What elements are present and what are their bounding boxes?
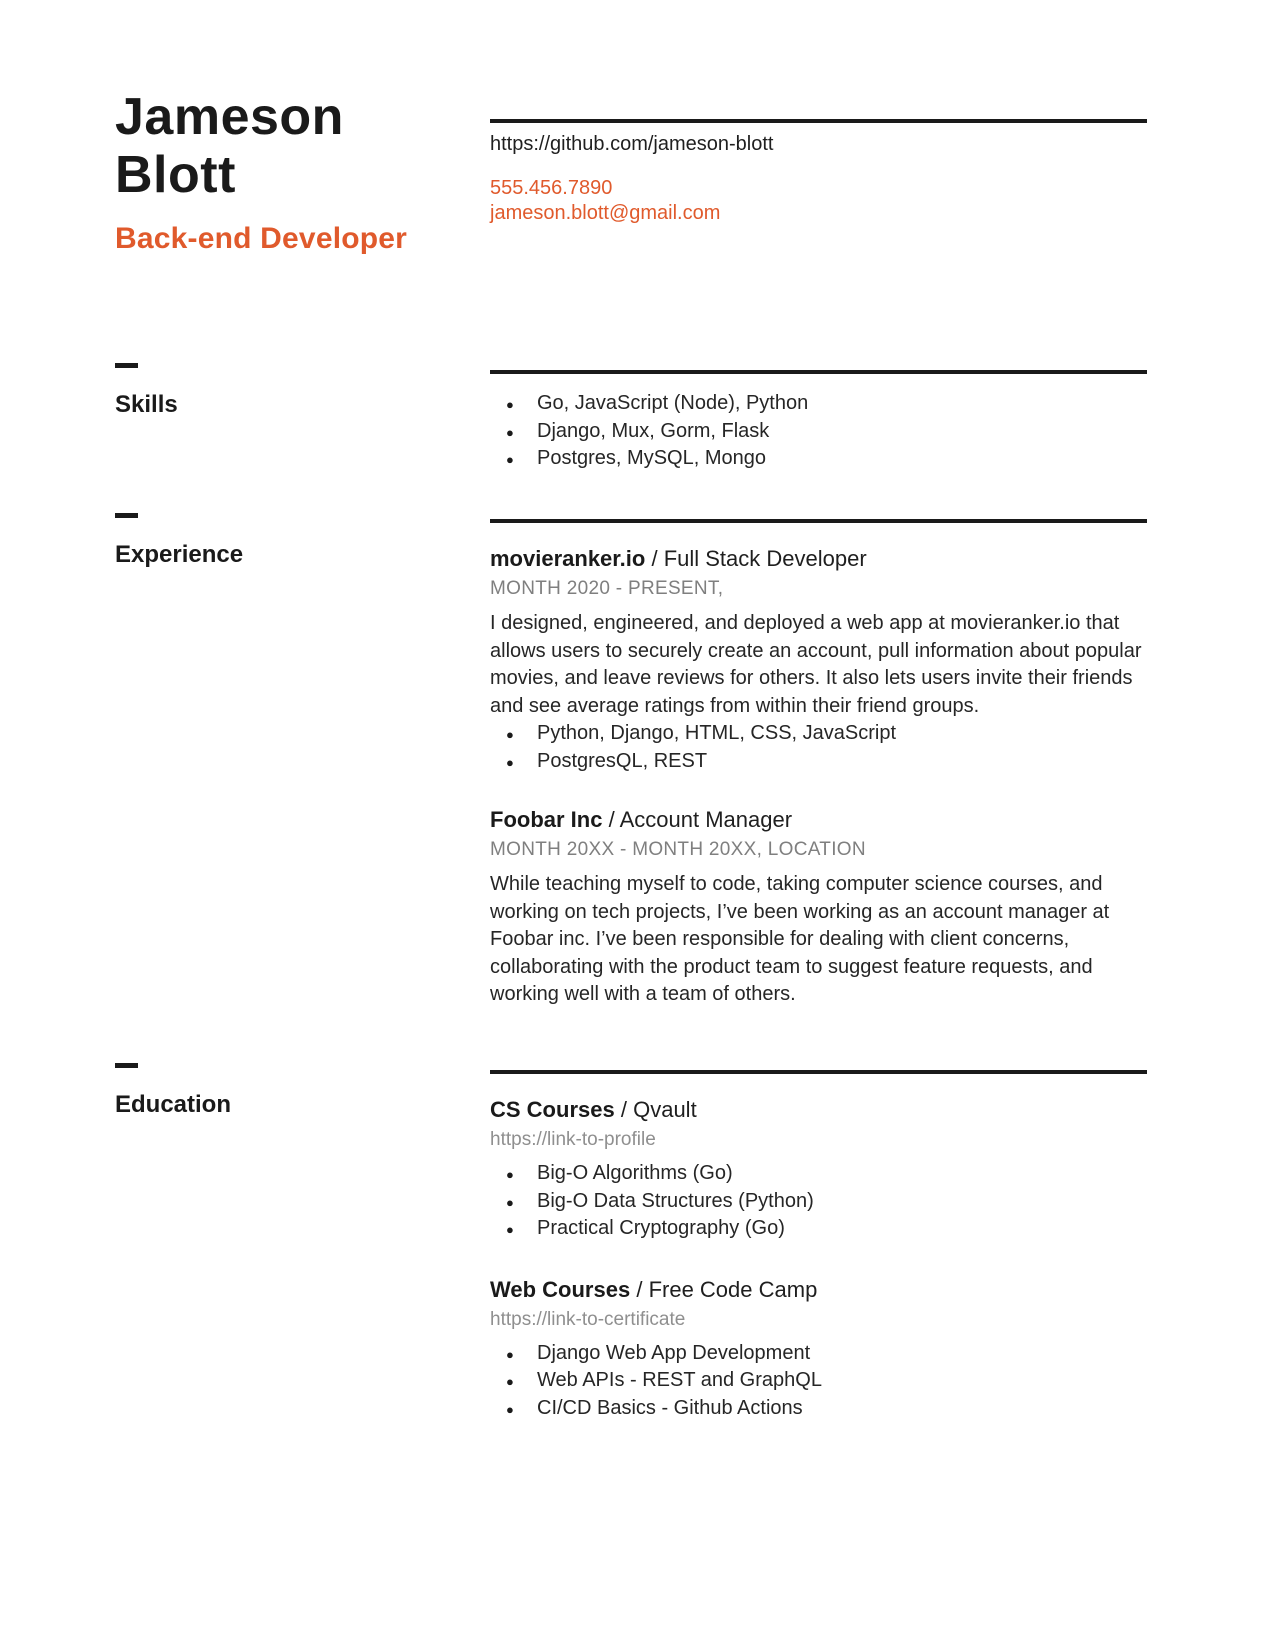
job-title [490, 805, 1147, 835]
candidate-name [115, 88, 475, 204]
github-link[interactable]: https://github.com/jameson-blott [490, 133, 774, 155]
job-skill-item: ● Python, Django, HTML, CSS, JavaScript [490, 720, 1147, 748]
skill-item: ● Django, Mux, Gorm, Flask [490, 418, 1147, 446]
section-rule [490, 370, 1147, 374]
professional-title: Back-end Developer [115, 222, 408, 255]
title-separator: / [636, 1276, 643, 1302]
job-role: Account Manager [619, 807, 793, 832]
section-dash [115, 1063, 138, 1068]
email-link[interactable]: jameson.blott@gmail.com [490, 202, 721, 224]
job-description: While teaching myself to code, taking computer science courses, and working on tech projects, I’ve been working as an account manager at Foobar inc. I’ve been responsible for dealing with client concerns, collaborating with the product team to suggest feature requests, and working well with a team of others. [490, 873, 1110, 1005]
course-item: ● Web APIs - REST and GraphQL [490, 1367, 1147, 1395]
education-entry [490, 1275, 1147, 1423]
education-program: Free Code Camp [648, 1276, 818, 1302]
job-description: I designed, engineered, and deployed a web app at movieranker.io that allows users to securely create an account, pull information about popular movies, and leave reviews for others. It also lets users invite their friends and see average ratings from within their friend groups. [490, 612, 1142, 717]
header-identity [115, 88, 475, 256]
certificate-link[interactable]: https://link-to-certificate [490, 1308, 686, 1330]
skills-heading: Skills [115, 391, 178, 418]
education-heading: Education [115, 1091, 232, 1118]
course-item: ● Django Web App Development [490, 1340, 1147, 1368]
education-title [490, 1095, 1147, 1125]
section-dash [115, 513, 138, 518]
job-company: movieranker.io [490, 546, 646, 571]
education-content [490, 1070, 1147, 1422]
education-label [115, 1063, 231, 1120]
course-item: ● Practical Cryptography (Go) [490, 1215, 1147, 1243]
job-title [490, 544, 1147, 574]
experience-content [490, 519, 1147, 1009]
job-dates: MONTH 20XX - MONTH 20XX, LOCATION [490, 839, 866, 860]
education-name: CS Courses [490, 1097, 615, 1122]
skills-label [115, 363, 178, 420]
skill-item: ● Go, JavaScript (Node), Python [490, 390, 1147, 418]
job-company: Foobar Inc [490, 807, 603, 832]
skills-content [490, 370, 1147, 473]
job-skills-list [490, 720, 1147, 775]
name-last: Blott [115, 146, 236, 204]
job-skill-item: ● PostgresQL, REST [490, 748, 1147, 776]
course-list [490, 1340, 1147, 1423]
education-name: Web Courses [490, 1276, 631, 1302]
title-separator: / [608, 807, 615, 832]
job-entry [490, 544, 1147, 775]
name-first: Jameson [115, 88, 344, 146]
education-program: Qvault [633, 1097, 697, 1122]
education-title [490, 1275, 1147, 1305]
profile-link[interactable]: https://link-to-profile [490, 1129, 656, 1150]
phone-number: 555.456.7890 [490, 177, 613, 199]
contact-block [490, 119, 1147, 226]
course-item: ● CI/CD Basics - Github Actions [490, 1395, 1147, 1423]
job-entry [490, 805, 1147, 1009]
course-item: ● Big-O Data Structures (Python) [490, 1188, 1147, 1216]
course-item: ● Big-O Algorithms (Go) [490, 1160, 1147, 1188]
title-separator: / [651, 546, 658, 571]
section-rule [490, 519, 1147, 523]
experience-label [115, 513, 243, 570]
section-rule [490, 119, 1147, 123]
title-separator: / [620, 1097, 627, 1122]
experience-heading: Experience [115, 541, 244, 568]
job-role: Full Stack Developer [663, 546, 867, 571]
skills-list [490, 390, 1147, 473]
skill-item: ● Postgres, MySQL, Mongo [490, 445, 1147, 473]
section-dash [115, 363, 138, 368]
job-dates: MONTH 2020 - PRESENT, [490, 578, 724, 599]
section-rule [490, 1070, 1147, 1074]
course-list [490, 1160, 1147, 1243]
education-entry [490, 1095, 1147, 1243]
